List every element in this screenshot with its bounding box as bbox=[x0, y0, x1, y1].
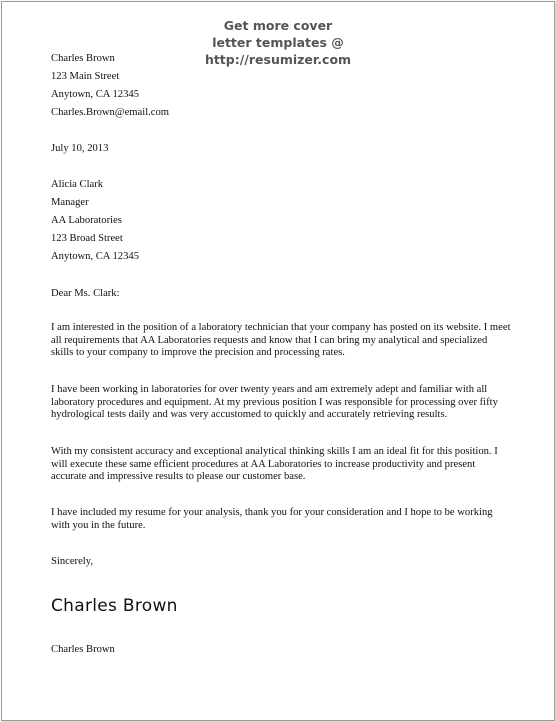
sender-name: Charles Brown bbox=[51, 53, 115, 64]
body-paragraph-3: With my consistent accuracy and exceptional analytical thinking skills I am an ideal fit for this position. I will execute these same efficient procedures at AA Laboratories to increase productivity and present accurate and impressive results to please our customer base. bbox=[51, 446, 498, 483]
recipient-company: AA Laboratories bbox=[51, 215, 122, 226]
handwritten-signature: Charles Brown bbox=[51, 596, 178, 616]
recipient-title: Manager bbox=[51, 197, 89, 208]
recipient-name: Alicia Clark bbox=[51, 179, 104, 190]
salutation: Dear Ms. Clark: bbox=[51, 288, 120, 299]
body-paragraph-1: I am interested in the position of a laboratory technician that your company has posted on its website. I meet all requirements that AA Laboratories requests and know that I can bring my analytical and specialized skills to your company to improve the precision and processing rates. bbox=[51, 322, 511, 359]
recipient-street: 123 Broad Street bbox=[51, 233, 123, 244]
typed-signature: Charles Brown bbox=[51, 644, 115, 655]
sender-city: Anytown, CA 12345 bbox=[51, 89, 139, 100]
promo-line-1: Get more cover bbox=[223, 18, 333, 33]
closing: Sincerely, bbox=[51, 556, 93, 567]
promo-link[interactable]: http://resumizer.com bbox=[204, 52, 352, 67]
body-paragraph-4: I have included my resume for your analysis, thank you for your consideration and I hope to be working with you in the future. bbox=[51, 507, 493, 531]
letter-date: July 10, 2013 bbox=[51, 143, 109, 154]
recipient-city: Anytown, CA 12345 bbox=[51, 251, 139, 262]
promo-line-2: letter templates @ bbox=[212, 35, 344, 50]
sender-email: Charles.Brown@email.com bbox=[51, 107, 170, 118]
body-paragraph-2: I have been working in laboratories for over twenty years and am extremely adept and familiar with all laboratory procedures and equipment. At my previous position I was responsible for processing over fifty hydrological tests daily and was very accustomed to quickly and accurately retrieving results. bbox=[51, 384, 498, 421]
sender-street: 123 Main Street bbox=[51, 71, 120, 82]
